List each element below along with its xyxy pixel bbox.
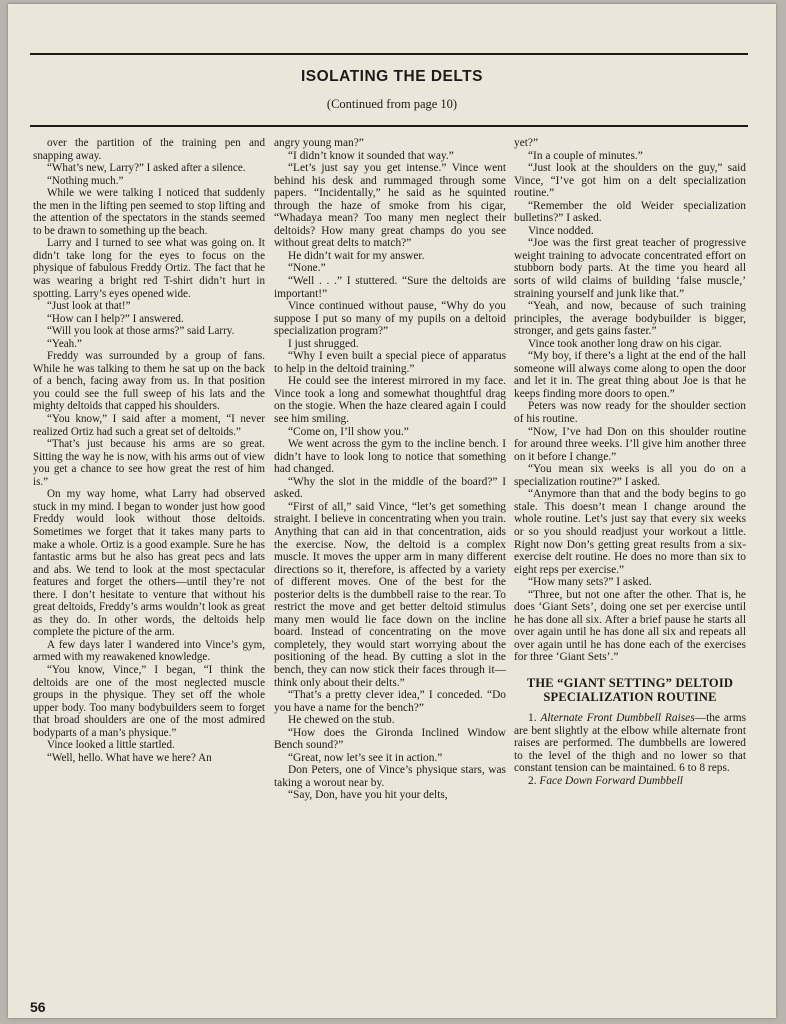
paragraph: On my way home, what Larry had observed stuck in my mind. I began to wonder just how good Freddy would look without those deltoids. Sometimes we forget that it takes many parts to make a whole. Ortiz is a good example. Sure he has fantastic arms but he also has great pecs and lats and abs. We tend to look at the most spectacular features and forget the others—until they’re not there. I don’t hesitate to venture that without his great deltoids, Freddy’s arms wouldn’t look as great as they do. In other words, the deltoids help complete the picture of the arm. — [33, 488, 265, 639]
paragraph: “Well . . .” I stuttered. “Sure the deltoids are important!” — [274, 275, 506, 300]
paragraph: “Joe was the first great teacher of progressive weight training to advocate concentrated effort on stubborn body parts. At the time you heard all sorts of wild claims of building ‘false muscle,’ straining yourself and junk like that.” — [514, 237, 746, 300]
paragraph: “None.” — [288, 262, 326, 275]
paragraph: angry young man?” — [274, 137, 364, 149]
paragraph: “Three, but not one after the other. That is, he does ‘Giant Sets’, doing one set per exercise until he has done all six. After a brief pause he starts all over again until he has done all six and repeats all over again until he has done each of the exercises for three ‘Giant Sets’.” — [514, 588, 746, 664]
paragraph: While we were talking I noticed that suddenly the men in the lifting pen seemed to stop lifting and the attention of the spectators in the stands seemed to be drawn to something up the beach. — [33, 187, 265, 237]
paragraph: “Let’s just say you get intense.” Vince went behind his desk and rummaged through some papers. “Incidentally,” he said as he squinted through the haze of smoke from his cigar, “Whadaya mean? Too many men neglect their deltoids? How many great champs do you see without great delts to match?” — [274, 162, 506, 250]
routine-item — [514, 775, 746, 788]
paragraph: “You know,” I said after a moment, “I never realized Ortiz had such a great set of deltoids.” — [33, 413, 265, 438]
paragraph: “My boy, if there’s a light at the end of the hall someone will always come along to open the door and let it in. The great thing about Joe is that he keeps finding more doors to open.” — [514, 350, 746, 400]
routine-item-text: —the arms are bent slightly at the elbow while alternate front raises are performed. The dumbbells are lowered to the level of the thigh and no lower so that constant tension can be maintained. 6 to 8 reps. — [514, 711, 746, 775]
paragraph: yet?” — [514, 137, 539, 149]
paragraph: “Yeah, and now, because of such training principles, the average bodybuilder is bigger, stronger, and gets gains faster.” — [514, 300, 746, 338]
routine-item-number: 1. — [528, 711, 541, 724]
routine-item — [514, 712, 746, 775]
text-column-1 — [33, 137, 265, 982]
paragraph: “That’s a pretty clever idea,” I conceded. “Do you have a name for the bench?” — [274, 689, 506, 714]
paragraph: Vince continued without pause, “Why do you suppose I put so many of my pupils on a deltoid specialization program?” — [274, 300, 506, 338]
paragraph: Larry and I turned to see what was going on. It didn’t take long for the eyes to focus on the physique of fabulous Freddy Ortiz. The fact that he was wearing a bright red T-shirt didn’t hurt in spotting. Larry’s eyes opened wide. — [33, 237, 265, 300]
text-column-3 — [514, 137, 746, 982]
paragraph: “How does the Gironda Inclined Window Bench sound?” — [274, 726, 506, 752]
paragraph: Vince nodded. — [528, 224, 594, 237]
routine-item-number: 2. — [528, 774, 540, 787]
paragraph: Freddy was surrounded by a group of fans. While he was talking to them he sat up on the back of a bench, facing away from us. In that position you could see the full sweep of his lats and the mighty deltoids that capped his shoulders. — [33, 350, 265, 413]
paragraph: “How many sets?” I asked. — [528, 576, 652, 589]
paragraph: “Will you look at those arms?” said Larry. — [47, 325, 235, 338]
section-heading: THE “GIANT SETTING” DELTOID SPECIALIZATION ROUTINE — [526, 675, 734, 704]
paragraph: “Just look at that!” — [47, 300, 131, 313]
paragraph: He didn’t wait for my answer. — [288, 249, 425, 262]
paragraph: “Come on, I’ll show you.” — [288, 425, 409, 438]
paragraph: “Yeah.” — [47, 337, 82, 350]
paragraph: “Why I even built a special piece of apparatus to help in the deltoid training.” — [274, 350, 506, 375]
paragraph: Peters was now ready for the shoulder section of his routine. — [514, 400, 746, 426]
header-rule — [30, 125, 748, 127]
paragraph: Vince took another long draw on his cigar. — [528, 337, 722, 350]
paragraph: “What’s new, Larry?” I asked after a silence. — [47, 162, 246, 175]
routine-exercise-name: Alternate Front Dumbbell Raises — [540, 711, 695, 724]
routine-exercise-name: Face Down Forward Dumbbell — [539, 774, 683, 787]
paragraph: over the partition of the training pen and snapping away. — [33, 137, 265, 162]
paragraph: “Well, hello. What have we here? An — [47, 751, 212, 764]
paragraph: “You mean six weeks is all you do on a specialization routine?” I asked. — [514, 463, 746, 488]
paragraph: “Why the slot in the middle of the board?” I asked. — [274, 475, 506, 501]
paragraph: Vince looked a little startled. — [47, 739, 175, 752]
magazine-page — [8, 4, 776, 1018]
top-rule — [30, 53, 748, 55]
paragraph: “Anymore than that and the body begins to go stale. This doesn’t mean I change around the whole routine. Let’s just say that every six weeks or so you should readjust your workout a little. Right now Don’s getting great results from a six-exercise delt routine. He does no more than six to eight reps per exercise.” — [514, 488, 746, 576]
paragraph: “How can I help?” I answered. — [47, 312, 184, 325]
paragraph: He chewed on the stub. — [288, 714, 395, 727]
paragraph: “You know, Vince,” I began, “I think the deltoids are one of the most neglected muscle groups in the physique. They set off the whole upper body. Too many bodybuilders seem to forget that broad shoulders are one of the most admired bodyparts of a man’s physique.” — [33, 663, 265, 739]
page-number: 56 — [30, 999, 46, 1015]
paragraph: Don Peters, one of Vince’s physique stars, was taking a worout near by. — [274, 764, 506, 789]
paragraph: We went across the gym to the incline bench. I didn’t have to look long to notice that something had changed. — [274, 438, 506, 476]
paragraph: “Nothing much.” — [47, 174, 124, 187]
paragraph: “That’s just because his arms are so great. Sitting the way he is now, with his arms out of view you get a chance to see how great the rest of him is.” — [33, 438, 265, 488]
paragraph: “First of all,” said Vince, “let’s get something straight. I believe in concentrating when you train. Anything that can aid in that concentration, aids the exercise. Now, the deltoid is a complex muscle. It moves the upper arm in many different directions so it, therefore, is affected by a variety of different moves. One of the best for the posterior delts is the dumbbell raise to the rear. To restrict the move and get better deltoid stimulus many men would lie face down on the incline board. Instead of concentrating on the move completely, they would start worrying about the positioning of the head. By cutting a slot in the bench, they can now stick their faces through it—think only about their delts.” — [274, 500, 506, 689]
continued-note: (Continued from page 10) — [326, 97, 458, 111]
article-title: ISOLATING THE DELTS — [300, 68, 483, 85]
paragraph: He could see the interest mirrored in my face. Vince took a long and somewhat thoughtful drag on the stogie. When the haze cleared again I could see him smiling. — [274, 375, 506, 426]
paragraph: I just shrugged. — [288, 337, 359, 350]
text-column-2 — [274, 137, 506, 982]
paragraph: “Now, I’ve had Don on this shoulder routine for around three weeks. I’ll give him another three on it before I change.” — [514, 425, 746, 463]
paragraph: “Great, now let’s see it in action.” — [288, 751, 443, 764]
paragraph: “Just look at the shoulders on the guy,” said Vince, “I’ve got him on a delt specialization routine.” — [514, 162, 746, 200]
paragraph: “I didn’t know it sounded that way.” — [288, 149, 454, 162]
paragraph: “Say, Don, have you hit your delts, — [288, 789, 448, 802]
paragraph: A few days later I wandered into Vince’s gym, armed with my reawakened knowledge. — [33, 638, 265, 664]
paragraph: “In a couple of minutes.” — [528, 149, 643, 162]
paragraph: “Remember the old Weider specialization bulletins?” I asked. — [514, 199, 746, 225]
